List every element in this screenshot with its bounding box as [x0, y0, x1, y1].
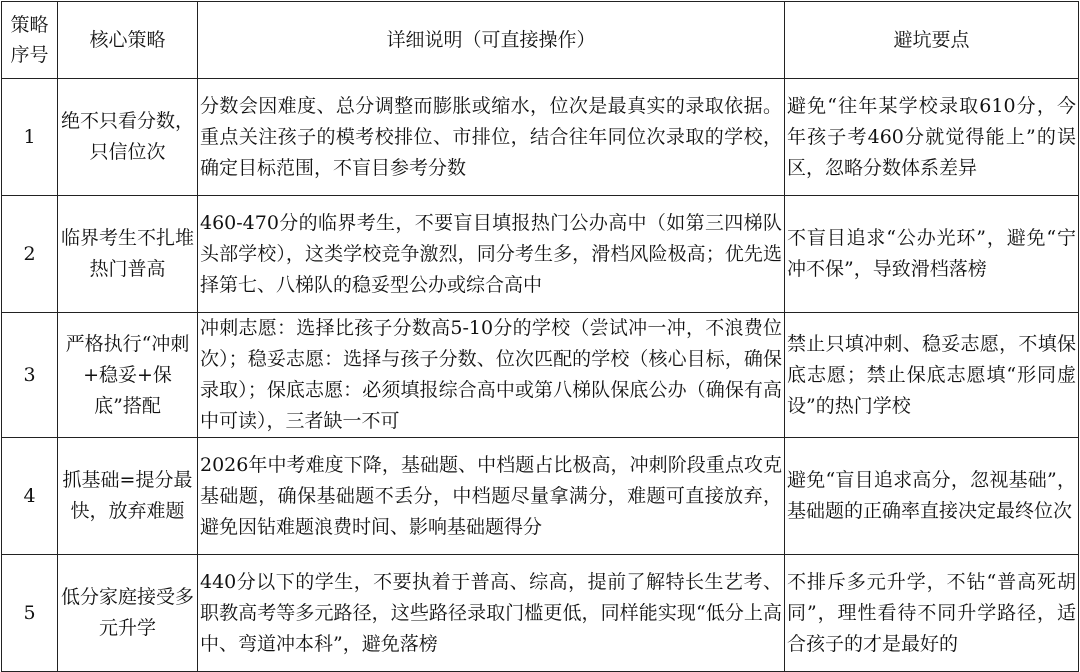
strategy-number: 5 — [2, 555, 58, 672]
table-row — [2, 313, 1079, 438]
table-row — [2, 196, 1079, 313]
core-strategy: 临界考生不扎堆热门普高 — [58, 196, 198, 313]
pitfall-note: 禁止只填冲刺、稳妥志愿，不填保底志愿；禁止保底志愿填“形同虚设”的热门学校 — [785, 313, 1079, 438]
pitfall-note: 避免“往年某学校录取610分，今年孩子考460分就觉得能上”的误区，忽略分数体系差异 — [785, 79, 1079, 196]
detail-description: 460-470分的临界考生，不要盲目填报热门公办高中（如第三四梯队头部学校），这类学校竞争激烈，同分考生多，滑档风险极高；优先选择第七、八梯队的稳妥型公办或综合高中 — [198, 196, 785, 313]
detail-description: 冲刺志愿：选择比孩子分数高5-10分的学校（尝试冲一冲，不浪费位次）；稳妥志愿：选择与孩子分数、位次匹配的学校（核心目标，确保录取）；保底志愿：必须填报综合高中或第八梯队保底公办（确保有高中可读），三者缺一不可 — [198, 313, 785, 438]
header-pitfall: 避坑要点 — [785, 2, 1079, 79]
pitfall-note: 不盲目追求“公办光环”，避免“宁冲不保”，导致滑档落榜 — [785, 196, 1079, 313]
strategy-number: 1 — [2, 79, 58, 196]
detail-description: 2026年中考难度下降，基础题、中档题占比极高，冲刺阶段重点攻克基础题，确保基础题不丢分，中档题尽量拿满分，难题可直接放弃，避免因钻难题浪费时间、影响基础题得分 — [198, 438, 785, 555]
core-strategy: 低分家庭接受多元升学 — [58, 555, 198, 672]
pitfall-note: 不排斥多元升学，不钻“普高死胡同”，理性看待不同升学路径，适合孩子的才是最好的 — [785, 555, 1079, 672]
core-strategy: 抓基础=提分最快，放弃难题 — [58, 438, 198, 555]
core-strategy: 严格执行“冲刺+稳妥+保底”搭配 — [58, 313, 198, 438]
strategy-number: 3 — [2, 313, 58, 438]
strategy-number: 4 — [2, 438, 58, 555]
header-strategy: 核心策略 — [58, 2, 198, 79]
header-num: 策略序号 — [2, 2, 58, 79]
strategy-number: 2 — [2, 196, 58, 313]
table-row — [2, 438, 1079, 555]
core-strategy: 绝不只看分数，只信位次 — [58, 79, 198, 196]
pitfall-note: 避免“盲目追求高分，忽视基础”，基础题的正确率直接决定最终位次 — [785, 438, 1079, 555]
table-row — [2, 79, 1079, 196]
header-detail: 详细说明（可直接操作） — [198, 2, 785, 79]
table-header-row — [2, 2, 1079, 79]
table-row — [2, 555, 1079, 672]
detail-description: 分数会因难度、总分调整而膨胀或缩水，位次是最真实的录取依据。重点关注孩子的模考校排位、市排位，结合往年同位次录取的学校，确定目标范围，不盲目参考分数 — [198, 79, 785, 196]
detail-description: 440分以下的学生，不要执着于普高、综高，提前了解特长生艺考、职教高考等多元路径，这些路径录取门槛更低，同样能实现“低分上高中、弯道冲本科”，避免落榜 — [198, 555, 785, 672]
strategy-table — [1, 1, 1079, 672]
